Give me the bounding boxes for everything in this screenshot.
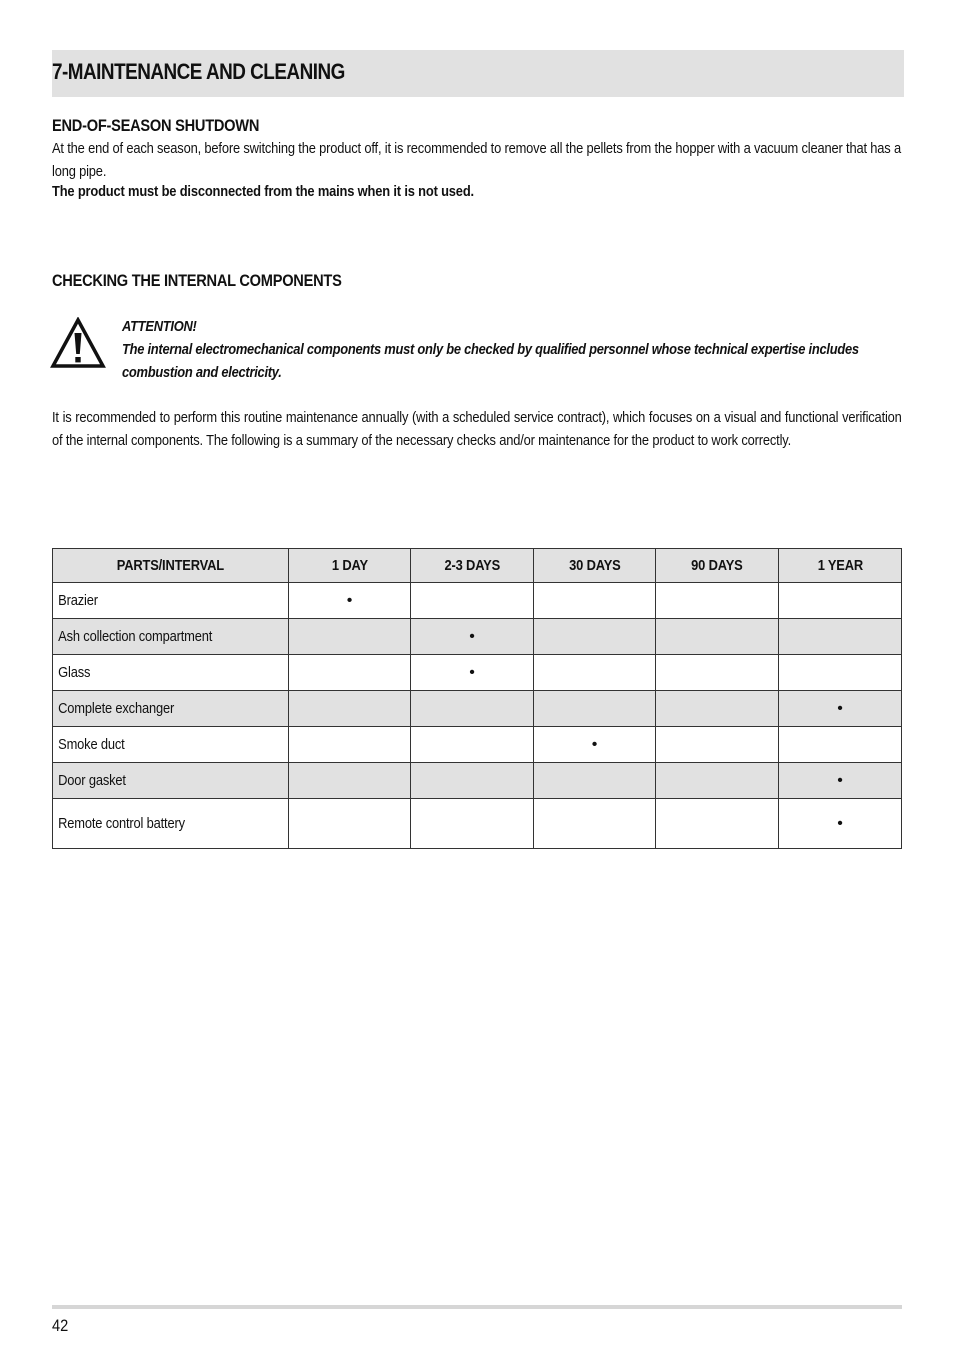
warning-triangle-icon xyxy=(50,317,106,369)
part-name-cell: Complete exchanger xyxy=(53,691,289,727)
interval-cell xyxy=(656,763,779,799)
table-row xyxy=(53,691,902,727)
interval-cell xyxy=(289,691,411,727)
interval-cell xyxy=(534,655,656,691)
header-30-days: 30 DAYS xyxy=(534,549,656,583)
interval-cell xyxy=(411,583,534,619)
footer-divider xyxy=(52,1305,902,1309)
table-row xyxy=(53,583,902,619)
interval-cell xyxy=(289,655,411,691)
part-name-cell: Smoke duct xyxy=(53,727,289,763)
end-of-season-text: At the end of each season, before switching the product off, it is recommended to remove all the pellets from the hopper with a vacuum cleaner that has a long pipe. xyxy=(52,140,901,180)
interval-cell xyxy=(656,799,779,849)
interval-cell xyxy=(779,655,902,691)
interval-cell: • xyxy=(779,691,902,727)
section-title: 7-MAINTENANCE AND CLEANING xyxy=(52,59,345,84)
interval-cell xyxy=(534,619,656,655)
header-parts-interval: PARTS/INTERVAL xyxy=(53,549,289,583)
interval-cell xyxy=(289,799,411,849)
table-row xyxy=(53,727,902,763)
table-row xyxy=(53,655,902,691)
attention-text: The internal electromechanical components must only be checked by qualified personnel whose technical expertise includes combustion and electricity. xyxy=(122,341,859,381)
interval-cell xyxy=(534,691,656,727)
end-of-season-text-block xyxy=(52,137,902,183)
interval-cell xyxy=(656,583,779,619)
interval-cell: • xyxy=(779,763,902,799)
part-name-cell: Remote control battery xyxy=(53,799,289,849)
interval-cell xyxy=(289,619,411,655)
interval-cell xyxy=(534,763,656,799)
header-90-days: 90 DAYS xyxy=(656,549,779,583)
header-1-year: 1 YEAR xyxy=(779,549,902,583)
table-row xyxy=(53,619,902,655)
interval-cell: • xyxy=(411,619,534,655)
interval-cell xyxy=(534,583,656,619)
interval-cell xyxy=(779,583,902,619)
part-name-cell: Ash collection compartment xyxy=(53,619,289,655)
page-number: 42 xyxy=(52,1316,69,1335)
interval-cell: • xyxy=(289,583,411,619)
attention-label: ATTENTION! xyxy=(122,318,197,335)
interval-cell xyxy=(411,763,534,799)
maintenance-intro-block xyxy=(52,406,902,452)
interval-cell xyxy=(534,799,656,849)
disconnect-note: The product must be disconnected from the mains when it is not used. xyxy=(52,183,474,200)
interval-cell xyxy=(411,727,534,763)
interval-cell: • xyxy=(779,799,902,849)
attention-inner xyxy=(122,315,902,384)
interval-cell xyxy=(289,763,411,799)
end-of-season-heading: END-OF-SEASON SHUTDOWN xyxy=(52,116,260,135)
interval-cell xyxy=(289,727,411,763)
internal-components-heading: CHECKING THE INTERNAL COMPONENTS xyxy=(52,271,342,290)
interval-cell xyxy=(656,727,779,763)
header-1-day: 1 DAY xyxy=(289,549,411,583)
maintenance-intro: It is recommended to perform this routine maintenance annually (with a scheduled service contract), which focuses on a visual and functional verification of the internal components. The following is a summary of the necessary checks and/or maintenance for the product to work correctly. xyxy=(52,409,902,449)
table-row xyxy=(53,763,902,799)
interval-cell xyxy=(656,619,779,655)
interval-cell: • xyxy=(411,655,534,691)
part-name-cell: Glass xyxy=(53,655,289,691)
table-row xyxy=(53,799,902,849)
part-name-cell: Door gasket xyxy=(53,763,289,799)
interval-cell xyxy=(411,799,534,849)
header-2-3-days: 2-3 DAYS xyxy=(411,549,534,583)
table-header-row xyxy=(53,549,902,583)
maintenance-schedule-table xyxy=(52,548,902,849)
interval-cell: • xyxy=(534,727,656,763)
interval-cell xyxy=(656,655,779,691)
attention-block xyxy=(122,315,902,384)
interval-cell xyxy=(779,727,902,763)
interval-cell xyxy=(779,619,902,655)
interval-cell xyxy=(411,691,534,727)
interval-cell xyxy=(656,691,779,727)
part-name-cell: Brazier xyxy=(53,583,289,619)
